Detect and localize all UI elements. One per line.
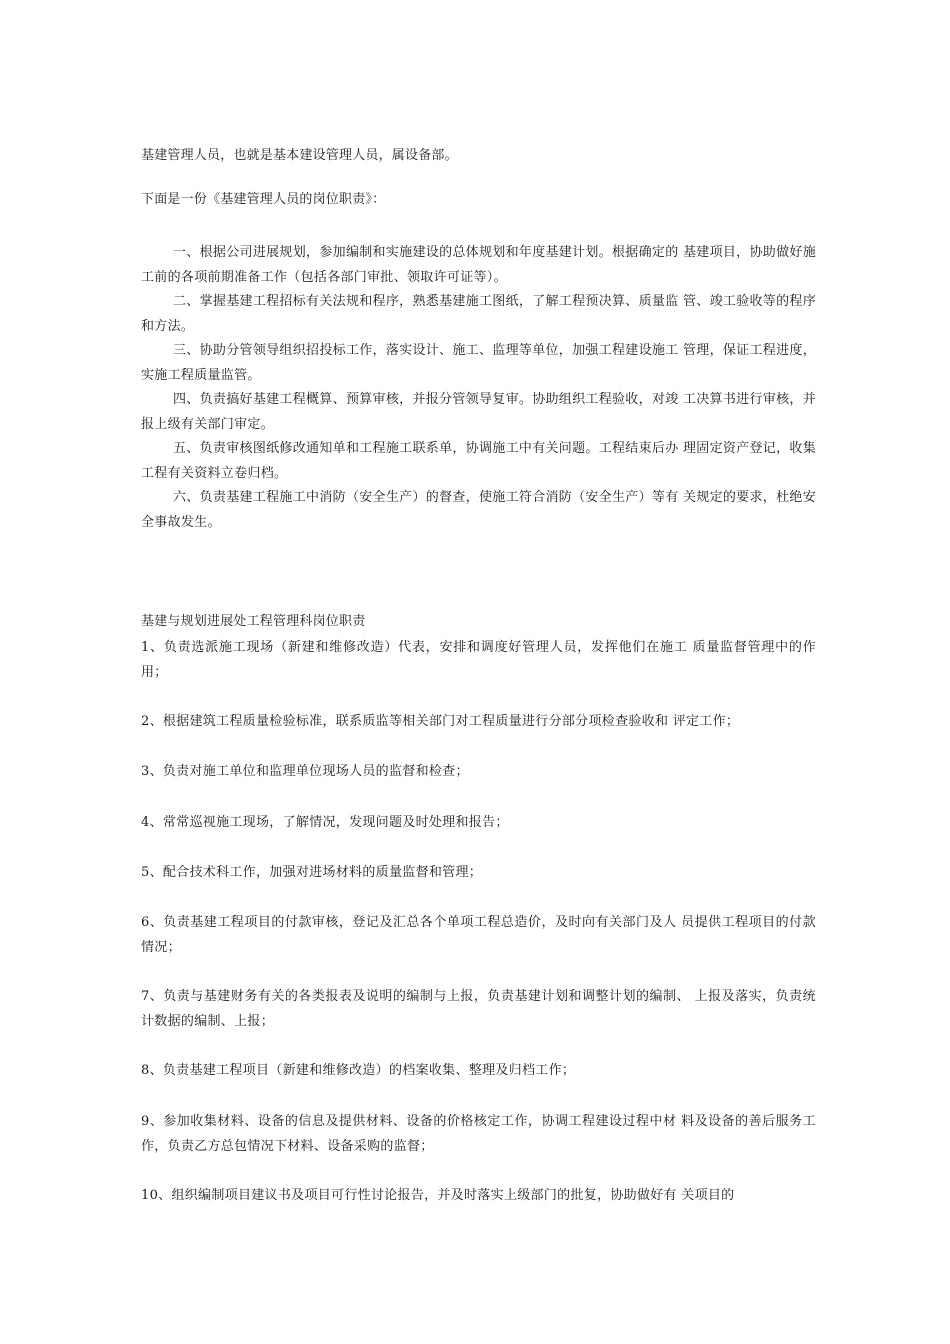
duty-item-4: 四、负责搞好基建工程概算、预算审核，并报分管领导复审。协助组织工程验收，对竣 工决算书进行审核，并报上级有关部门审定。 — [141, 392, 816, 432]
section2-item-10: 10、组织编制项目建议书及项目可行性讨论报告，并及时落实上级部门的批复，协助做好有 关项目的 — [141, 1188, 735, 1203]
section2-item-1: 1、负责选派施工现场（新建和维修改造）代表，安排和调度好管理人员，发挥他们在施工 质量监督管理中的作用； — [141, 640, 816, 680]
duty-item-1: 一、根据公司进展规划，参加编制和实施建设的总体规划和年度基建计划。根据确定的 基建项目，协助做好施工前的各项前期准备工作（包括各部门审批、领取许可证等）。 — [141, 245, 816, 285]
section2-item-5: 5、配合技术科工作，加强对进场材料的质量监督和管理； — [141, 865, 483, 880]
intro-line-2: 下面是一份《基建管理人员的岗位职责》： — [141, 192, 386, 207]
section2-item-2: 2、根据建筑工程质量检验标准，联系质监等相关部门对工程质量进行分部分项检查验收和 评定工作； — [141, 714, 740, 729]
duty-item-6: 六、负责基建工程施工中消防（安全生产）的督查，使施工符合消防（安全生产）等有 关规定的要求，杜绝安全事故发生。 — [141, 490, 816, 530]
section2-item-3: 3、负责对施工单位和监理单位现场人员的监督和检查； — [141, 764, 469, 779]
duty-item-3: 三、协助分管领导组织招投标工作，落实设计、施工、监理等单位，加强工程建设施工 管理，保证工程进度，实施工程质量监管。 — [141, 343, 816, 383]
section2-title: 基建与规划进展处工程管理科岗位职责 — [141, 614, 366, 629]
section2-item-8: 8、负责基建工程项目（新建和维修改造）的档案收集、整理及归档工作； — [141, 1063, 576, 1078]
section2-item-6: 6、负责基建工程项目的付款审核，登记及汇总各个单项工程总造价，及时向有关部门及人 员提供工程项目的付款情况； — [141, 915, 816, 955]
section2-item-4: 4、常常巡视施工现场，了解情况，发现问题及时处理和报告； — [141, 815, 509, 830]
duty-item-5: 五、负责审核图纸修改通知单和工程施工联系单，协调施工中有关问题。工程结束后办 理固定资产登记，收集工程有关资料立卷归档。 — [141, 441, 816, 481]
section2-item-9: 9、参加收集材料、设备的信息及提供材料、设备的价格核定工作，协调工程建设过程中材 料及设备的善后服务工作，负责乙方总包情况下材料、设备采购的监督； — [141, 1114, 816, 1154]
duty-item-2: 二、掌握基建工程招标有关法规和程序，熟悉基建施工图纸，了解工程预决算、质量监 管、竣工验收等的程序和方法。 — [141, 294, 816, 334]
section2-item-7: 7、负责与基建财务有关的各类报表及说明的编制与上报，负责基建计划和调整计划的编制、 上报及落实，负责统计数据的编制、上报； — [141, 989, 816, 1029]
intro-line-1: 基建管理人员，也就是基本建设管理人员，属设备部。 — [141, 148, 458, 163]
